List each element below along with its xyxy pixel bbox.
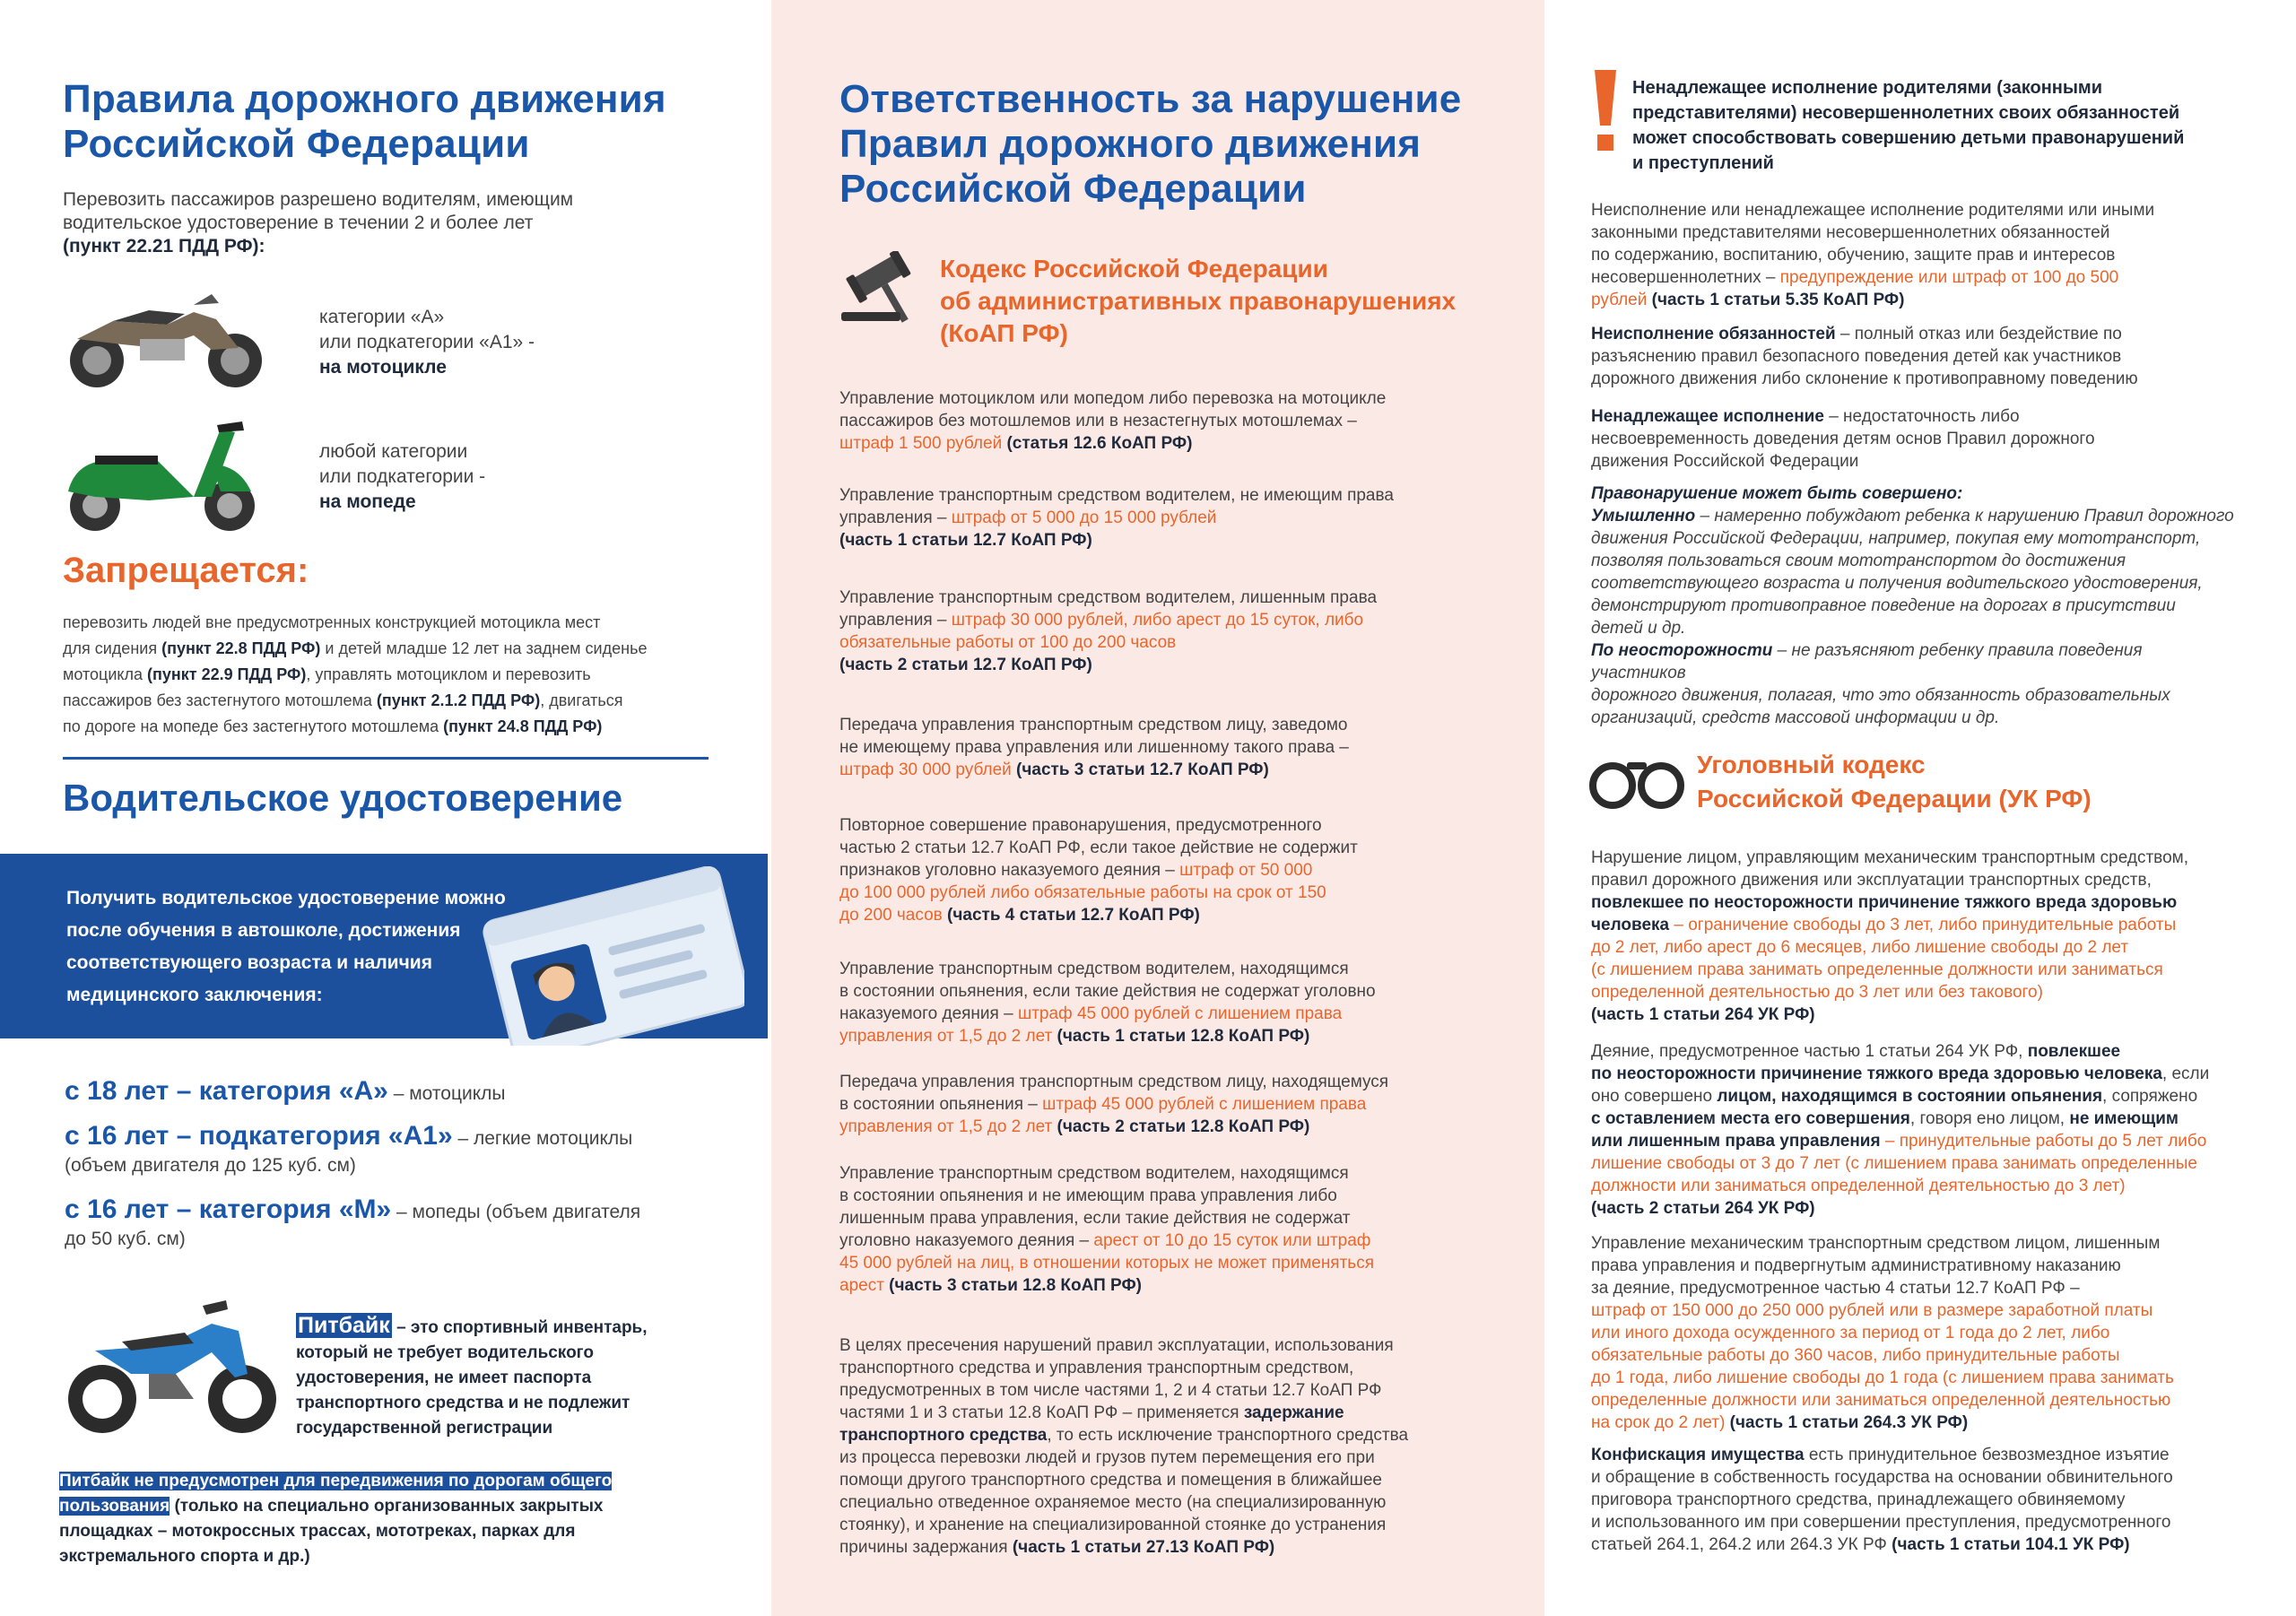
line: по содержанию, воспитанию, обучению, защите прав и интересов xyxy=(1591,246,2116,265)
t: для сидения xyxy=(63,639,162,657)
line: В целях пресечения нарушений правил эксплуатации, использования xyxy=(839,1336,1394,1355)
age-label: с 18 лет – категория «А» xyxy=(65,1076,388,1106)
ref: (часть 3 статьи 12.7 КоАП РФ) xyxy=(1011,760,1269,779)
penalty: до 100 000 рублей либо обязательные работы на срок от 150 xyxy=(839,883,1326,902)
title-line: Российской Федерации xyxy=(839,167,1307,211)
line: Управление мотоциклом или мопедом либо перевозка на мотоцикле xyxy=(839,389,1387,408)
line: Передача управления транспортным средством лицу, находящемуся xyxy=(839,1073,1389,1091)
line: движения Российской Федерации, например, покупая ему мототранспорт, xyxy=(1591,529,2201,548)
license-info-text xyxy=(66,882,533,1012)
hl: Питбайк не предусмотрен для передвижения по дорогам общего xyxy=(59,1472,613,1490)
ref: (часть 4 статьи 12.7 КоАП РФ) xyxy=(942,906,1200,925)
line: частью 2 статьи 12.7 КоАП РФ, если такое действие не содержит xyxy=(839,838,1358,857)
penalty: штраф 45 000 рублей с лишением права xyxy=(1042,1095,1367,1114)
t: – не разъясняют ребенку правила поведения участников xyxy=(1591,641,2143,682)
moto-line: или подкатегории «А1» - xyxy=(319,332,535,352)
penalty: предупреждение или штраф от 100 до 500 xyxy=(1779,268,2119,287)
age-category-a1 xyxy=(65,1123,746,1179)
pitbike-icon xyxy=(59,1288,283,1440)
line: детей и др. xyxy=(1591,619,1686,638)
intro-text xyxy=(63,188,691,258)
t: и детей младше 12 лет на заднем сиденье xyxy=(320,639,648,657)
t: транспортного средства и не подлежит xyxy=(296,1394,631,1412)
penalty: – принудительные работы до 5 лет либо xyxy=(1880,1132,2207,1151)
ref: (пункт 22.8 ПДД РФ) xyxy=(161,639,321,657)
blue-line: соответствующего возраста и наличия xyxy=(66,952,432,973)
penalty: 45 000 рублей на лиц, в отношении которых не может применяться xyxy=(839,1254,1374,1273)
penalty: штраф от 150 000 до 250 000 рублей или в размере заработной платы xyxy=(1591,1301,2153,1320)
t: статьей 264.1, 264.2 или 264.3 УК РФ xyxy=(1591,1535,1892,1554)
t: наказуемого деяния – xyxy=(839,1004,1018,1023)
forbidden-heading: Запрещается: xyxy=(63,551,309,590)
criminal-item xyxy=(1591,1040,2237,1220)
t: удостоверения, не имеет паспорта xyxy=(296,1368,592,1387)
penalty: управления от 1,5 до 2 лет xyxy=(839,1027,1053,1046)
t: транспортного средства xyxy=(839,1426,1048,1445)
penalty: обязательные работы до 360 часов, либо принудительные работы xyxy=(1591,1346,2120,1365)
forbid-line xyxy=(63,688,726,714)
penalty: – ограничение свободы до 3 лет, либо принудительные работы xyxy=(1669,916,2177,934)
t: несовершеннолетних – xyxy=(1591,268,1780,287)
line: пассажиров без мотошлемов или в незастегнутых мотошлемах – xyxy=(839,412,1357,430)
ref: (часть 1 статьи 5.35 КоАП РФ) xyxy=(1647,291,1905,309)
t: мотоцикла xyxy=(63,665,147,683)
koap-line: об административных правонарушениях xyxy=(940,287,1457,315)
t: признаков уголовно наказуемого деяния – xyxy=(839,861,1180,880)
liability-title xyxy=(839,77,1521,212)
line: в состоянии опьянения и не имеющим права управления либо xyxy=(839,1186,1337,1205)
forbid-line xyxy=(63,662,726,688)
ref: (пункт 22.9 ПДД РФ) xyxy=(147,665,307,683)
t: причины задержания xyxy=(839,1538,1013,1557)
liability-item xyxy=(839,714,1485,781)
exclamation-icon xyxy=(1587,66,1623,156)
line: Нарушение лицом, управляющим механическим транспортным средством, xyxy=(1591,848,2188,867)
line: представителями) несовершеннолетних своих обязанностей xyxy=(1632,103,2180,123)
uk-line: Уголовный кодекс xyxy=(1697,751,1926,778)
line: Управление транспортным средством водителем, лишенным права xyxy=(839,588,1378,607)
t: частями 1 и 3 статьи 12.8 КоАП РФ – применяется xyxy=(839,1403,1244,1422)
page-title xyxy=(63,77,744,167)
penalty: арест xyxy=(839,1276,884,1295)
blue-line: после обучения в автошколе, достижения xyxy=(66,920,461,941)
title-line: Правил дорожного движения xyxy=(839,122,1422,166)
line: и преступлений xyxy=(1632,153,1774,173)
ref: (статья 12.6 КоАП РФ) xyxy=(1002,434,1193,453)
offense-title: Правонарушение может быть совершено: xyxy=(1591,484,1963,503)
term: Умышленно xyxy=(1591,507,1696,526)
parent-item xyxy=(1591,199,2237,311)
t: повлекшее по неосторожности причинение тяжкого вреда здоровью xyxy=(1591,893,2178,912)
line: соответствующего возраста и получения водительского удостоверения, xyxy=(1591,574,2203,593)
line: Управление транспортным средством водителем, не имеющим права xyxy=(839,486,1394,505)
line: Управление механическим транспортным средством лицом, лишенным xyxy=(1591,1234,2161,1253)
line: Передача управления транспортным средством лицу, заведомо xyxy=(839,716,1348,734)
intro-line: Перевозить пассажиров разрешено водителям, имеющим xyxy=(63,189,574,210)
moto-text xyxy=(319,305,660,380)
ref: (часть 1 статьи 27.13 КоАП РФ) xyxy=(1012,1538,1275,1557)
divider xyxy=(63,757,709,760)
ref: (часть 1 статьи 104.1 УК РФ) xyxy=(1892,1535,2130,1554)
t: или лишенным права управления xyxy=(1591,1132,1881,1151)
line: дорожного движения, полагая, что это обязанность образовательных xyxy=(1591,686,2170,705)
penalty: штраф от 50 000 xyxy=(1179,861,1313,880)
line: не имеющему права управления или лишенному такого права – xyxy=(839,738,1349,757)
t: управления – xyxy=(839,508,952,527)
line: Повторное совершение правонарушения, предусмотренного xyxy=(839,816,1322,835)
penalty: должности или заниматься определенной деятельностью до 3 лет) xyxy=(1591,1177,2126,1195)
penalty: лишение свободы от 3 до 7 лет (с лишением права занимать определенные xyxy=(1591,1154,2197,1173)
liability-item xyxy=(839,387,1485,455)
liability-item xyxy=(839,1334,1485,1559)
ref: (пункт 2.1.2 ПДД РФ) xyxy=(376,691,541,709)
t: – недостаточность либо xyxy=(1823,407,2020,426)
term: По неосторожности xyxy=(1591,641,1773,660)
line: лишенным права управления, если такие действия не содержат xyxy=(839,1209,1351,1228)
t: пассажиров без застегнутого мотошлема xyxy=(63,691,377,709)
t: человека xyxy=(1591,916,1670,934)
penalty: на срок до 2 лет) xyxy=(1591,1413,1726,1432)
blue-line: медицинского заключения: xyxy=(66,985,323,1005)
line: законными представителями несовершеннолетних обязанностей xyxy=(1591,223,2110,242)
liability-item xyxy=(839,1162,1485,1297)
title-line: Правила дорожного движения xyxy=(63,77,666,121)
pitbike-note xyxy=(59,1469,741,1569)
age-label: с 16 лет – категория «М» xyxy=(65,1195,392,1224)
penalty: определенной деятельностью до 3 лет или без такового) xyxy=(1591,983,2043,1002)
t: (только на специально организованных закрытых xyxy=(170,1497,604,1516)
line: транспортного средства и управления транспортным средством, xyxy=(839,1359,1354,1377)
t: , говоря ено лицом, xyxy=(1909,1109,2070,1128)
t: , управлять мотоциклом и перевозить xyxy=(306,665,591,683)
ref: (часть 1 статьи 264 УК РФ) xyxy=(1591,1005,1815,1024)
age-desc: (объем двигателя до 125 куб. см) xyxy=(65,1155,356,1176)
parent-item xyxy=(1591,405,2237,473)
age-desc: до 50 куб. см) xyxy=(65,1229,186,1249)
parent-item xyxy=(1591,323,2237,390)
ref: (часть 1 статьи 264.3 УК РФ) xyxy=(1725,1413,1969,1432)
age-desc: – легкие мотоциклы xyxy=(452,1128,633,1149)
ref: (часть 2 статьи 264 УК РФ) xyxy=(1591,1199,1815,1218)
line: стоянку), и хранение на специализированной стоянке до устранения xyxy=(839,1516,1387,1534)
ref: (часть 3 статьи 12.8 КоАП РФ) xyxy=(883,1276,1143,1295)
penalty: до 200 часов xyxy=(839,906,943,925)
liability-item xyxy=(839,814,1485,926)
scoot-line: любой категории xyxy=(319,441,468,462)
moto-line: категории «А» xyxy=(319,307,445,327)
line: организаций, средств массовой информации и др. xyxy=(1591,708,2000,727)
t: оно совершено xyxy=(1591,1087,1718,1106)
penalty: управления от 1,5 до 2 лет xyxy=(839,1117,1053,1136)
penalty: обязательные работы от 100 до 200 часов xyxy=(839,633,1177,652)
gavel-icon xyxy=(838,251,936,323)
line: несвоевременность доведения детям основ Правил дорожного xyxy=(1591,430,2095,448)
handcuffs-icon xyxy=(1587,752,1686,814)
title-line: Российской Федерации xyxy=(63,122,530,166)
forbid-line xyxy=(63,714,726,740)
criminal-item xyxy=(1591,1232,2237,1434)
pitbike-text xyxy=(296,1313,718,1441)
line: в состоянии опьянения, если такие действия не содержат уголовно xyxy=(839,982,1376,1001)
t: с оставлением места его совершения xyxy=(1591,1109,1910,1128)
uk-line: Российской Федерации (УК РФ) xyxy=(1697,785,2092,812)
koap-heading xyxy=(940,253,1496,350)
line: Неисполнение или ненадлежащее исполнение родителями или иными xyxy=(1591,201,2155,220)
penalty: до 1 года, либо лишение свободы до 1 года (с лишением права занимать xyxy=(1591,1368,2174,1387)
ref: (пункт 24.8 ПДД РФ) xyxy=(443,717,603,735)
line: может способствовать совершению детьми правонарушений xyxy=(1632,128,2185,148)
line: специально отведенное охраняемое место (на специализированную xyxy=(839,1493,1387,1512)
t: государственной регистрации xyxy=(296,1419,553,1438)
koap-line: (КоАП РФ) xyxy=(940,319,1068,347)
line: и обращение в собственность государства на основании обвинительного xyxy=(1591,1468,2173,1487)
t: , если xyxy=(2161,1064,2210,1083)
t: задержание xyxy=(1243,1403,1344,1422)
t: – полный отказ или бездействие по xyxy=(1835,325,2122,343)
penalty: или иного дохода осужденного за период от 1 года до 2 лет, либо xyxy=(1591,1324,2110,1342)
line: предусмотренных в том числе частями 1, 2 и 4 статьи 12.7 КоАП РФ xyxy=(839,1381,1382,1400)
line: Управление транспортным средством водителем, находящимся xyxy=(839,1164,1349,1183)
hl: пользования xyxy=(59,1497,170,1516)
forbid-line: перевозить людей вне предусмотренных конструкцией мотоцикла мест xyxy=(63,613,601,631)
scoot-line: на мопеде xyxy=(319,491,416,512)
criminal-item xyxy=(1591,1444,2237,1556)
line: разъяснению правил безопасного поведения детей как участников xyxy=(1591,347,2122,366)
line: демонстрируют противоправное поведение на дорогах в присутствии xyxy=(1591,596,2176,615)
t: уголовно наказуемого деяния – xyxy=(839,1231,1094,1250)
penalty: рублей xyxy=(1591,291,1648,309)
age-category-m xyxy=(65,1196,746,1253)
line: и использованного им при совершении преступления, предусмотренного xyxy=(1591,1513,2171,1532)
line: права управления и подвергнутым административному наказанию xyxy=(1591,1256,2121,1275)
line: правил дорожного движения или эксплуатации транспортных средств, xyxy=(1591,871,2152,890)
forbid-line xyxy=(63,636,726,662)
t: экстремального спорта и др.) xyxy=(59,1547,310,1566)
line: позволяя пользоваться своим мототранспортом до достижения xyxy=(1591,552,2126,570)
line: движения Российской Федерации xyxy=(1591,452,1859,471)
term: Ненадлежащее исполнение xyxy=(1591,407,1824,426)
penalty: штраф 45 000 рублей с лишением права xyxy=(1017,1004,1343,1023)
line: помощи другого транспортного средства и помещения в ближайшее xyxy=(839,1471,1382,1490)
ref: (часть 1 статьи 12.7 КоАП РФ) xyxy=(839,531,1092,550)
penalty: штраф 30 000 рублей, либо арест до 15 суток, либо xyxy=(951,611,1364,630)
scooter-text xyxy=(319,439,660,515)
age-label: с 16 лет – подкатегория «А1» xyxy=(65,1121,453,1151)
liability-item xyxy=(839,958,1485,1047)
t: – это спортивный инвентарь, xyxy=(391,1318,648,1337)
t: Деяние, предусмотренное частью 1 статьи 264 УК РФ, xyxy=(1591,1042,2028,1061)
t: по неосторожности причинение тяжкого вреда здоровью человека xyxy=(1591,1064,2162,1083)
line: Ненадлежащее исполнение родителями (законными xyxy=(1632,78,2103,98)
moto-line: на мотоцикле xyxy=(319,357,447,378)
t: есть принудительное безвозмездное изъятие xyxy=(1804,1446,2170,1464)
penalty: арест от 10 до 15 суток или штраф xyxy=(1093,1231,1371,1250)
line: из процесса перевозки людей и грузов путем перемещения его при xyxy=(839,1448,1375,1467)
pitbike-label: Питбайк xyxy=(298,1313,390,1338)
penalty: определенные должности или заниматься определенной деятельностью xyxy=(1591,1391,2171,1410)
term: Конфискация имущества xyxy=(1591,1446,1805,1464)
ref: (часть 1 статьи 12.8 КоАП РФ) xyxy=(1052,1027,1310,1046)
scooter-icon xyxy=(59,411,274,536)
license-heading: Водительское удостоверение xyxy=(63,777,623,819)
liability-item xyxy=(839,1071,1485,1138)
forbidden-text xyxy=(63,610,726,740)
motorcycle-icon xyxy=(59,285,274,391)
t: , то есть исключение транспортного средства xyxy=(1047,1426,1409,1445)
blue-line: Получить водительское удостоверение можно xyxy=(66,888,506,908)
age-desc: – мотоциклы xyxy=(387,1083,506,1104)
t: – намеренно побуждают ребенка к нарушению Правил дорожного xyxy=(1695,507,2234,526)
intro-ref: (пункт 22.21 ПДД РФ): xyxy=(63,236,265,256)
license-card-icon xyxy=(475,866,744,1046)
penalty: штраф 30 000 рублей xyxy=(839,760,1012,779)
ref: (часть 2 статьи 12.8 КоАП РФ) xyxy=(1052,1117,1310,1136)
liability-item xyxy=(839,586,1485,676)
t: в состоянии опьянения – xyxy=(839,1095,1043,1114)
scoot-line: или подкатегории - xyxy=(319,466,486,487)
t: который не требует водительского xyxy=(296,1343,594,1362)
t: , сопряжено xyxy=(2102,1087,2198,1106)
penalty: до 2 лет, либо арест до 6 месяцев, либо лишение свободы до 2 лет xyxy=(1591,938,2129,957)
t: , двигаться xyxy=(540,691,623,709)
uk-heading xyxy=(1697,748,2199,816)
criminal-item xyxy=(1591,847,2237,1026)
line: дорожного движения либо склонение к противоправному поведению xyxy=(1591,369,2138,388)
t: лицом, находящимся в состоянии опьянения xyxy=(1717,1087,2103,1106)
liability-item xyxy=(839,484,1485,552)
line: Управление транспортным средством водителем, находящимся xyxy=(839,960,1349,978)
warning-text xyxy=(1632,75,2242,176)
age-desc: – мопеды (объем двигателя xyxy=(391,1202,641,1222)
line: приговора транспортного средства, принадлежащего обвиняемому xyxy=(1591,1490,2126,1509)
parent-item-offense xyxy=(1591,482,2237,729)
term: Неисполнение обязанностей xyxy=(1591,325,1836,343)
intro-line: водительское удостоверение в течении 2 и более лет xyxy=(63,213,534,233)
penalty: штраф 1 500 рублей xyxy=(839,434,1003,453)
t: повлекшее xyxy=(2027,1042,2121,1061)
title-line: Ответственность за нарушение xyxy=(839,77,1462,121)
ref: (часть 2 статьи 12.7 КоАП РФ) xyxy=(839,656,1092,674)
t: по дороге на мопеде без застегнутого мотошлема xyxy=(63,717,444,735)
t: управления – xyxy=(839,611,952,630)
t: не имеющим xyxy=(2069,1109,2179,1128)
t: площадках – мотокроссных трассах, мототреках, парках для xyxy=(59,1522,576,1541)
column-traffic-rules xyxy=(0,0,771,1616)
koap-line: Кодекс Российской Федерации xyxy=(940,255,1328,282)
penalty: (с лишением права занимать определенные должности или заниматься xyxy=(1591,960,2163,979)
penalty: штраф от 5 000 до 15 000 рублей xyxy=(951,508,1217,527)
age-category-a xyxy=(65,1078,746,1108)
line: за деяние, предусмотренное частью 4 статьи 12.7 КоАП РФ – xyxy=(1591,1279,2080,1298)
